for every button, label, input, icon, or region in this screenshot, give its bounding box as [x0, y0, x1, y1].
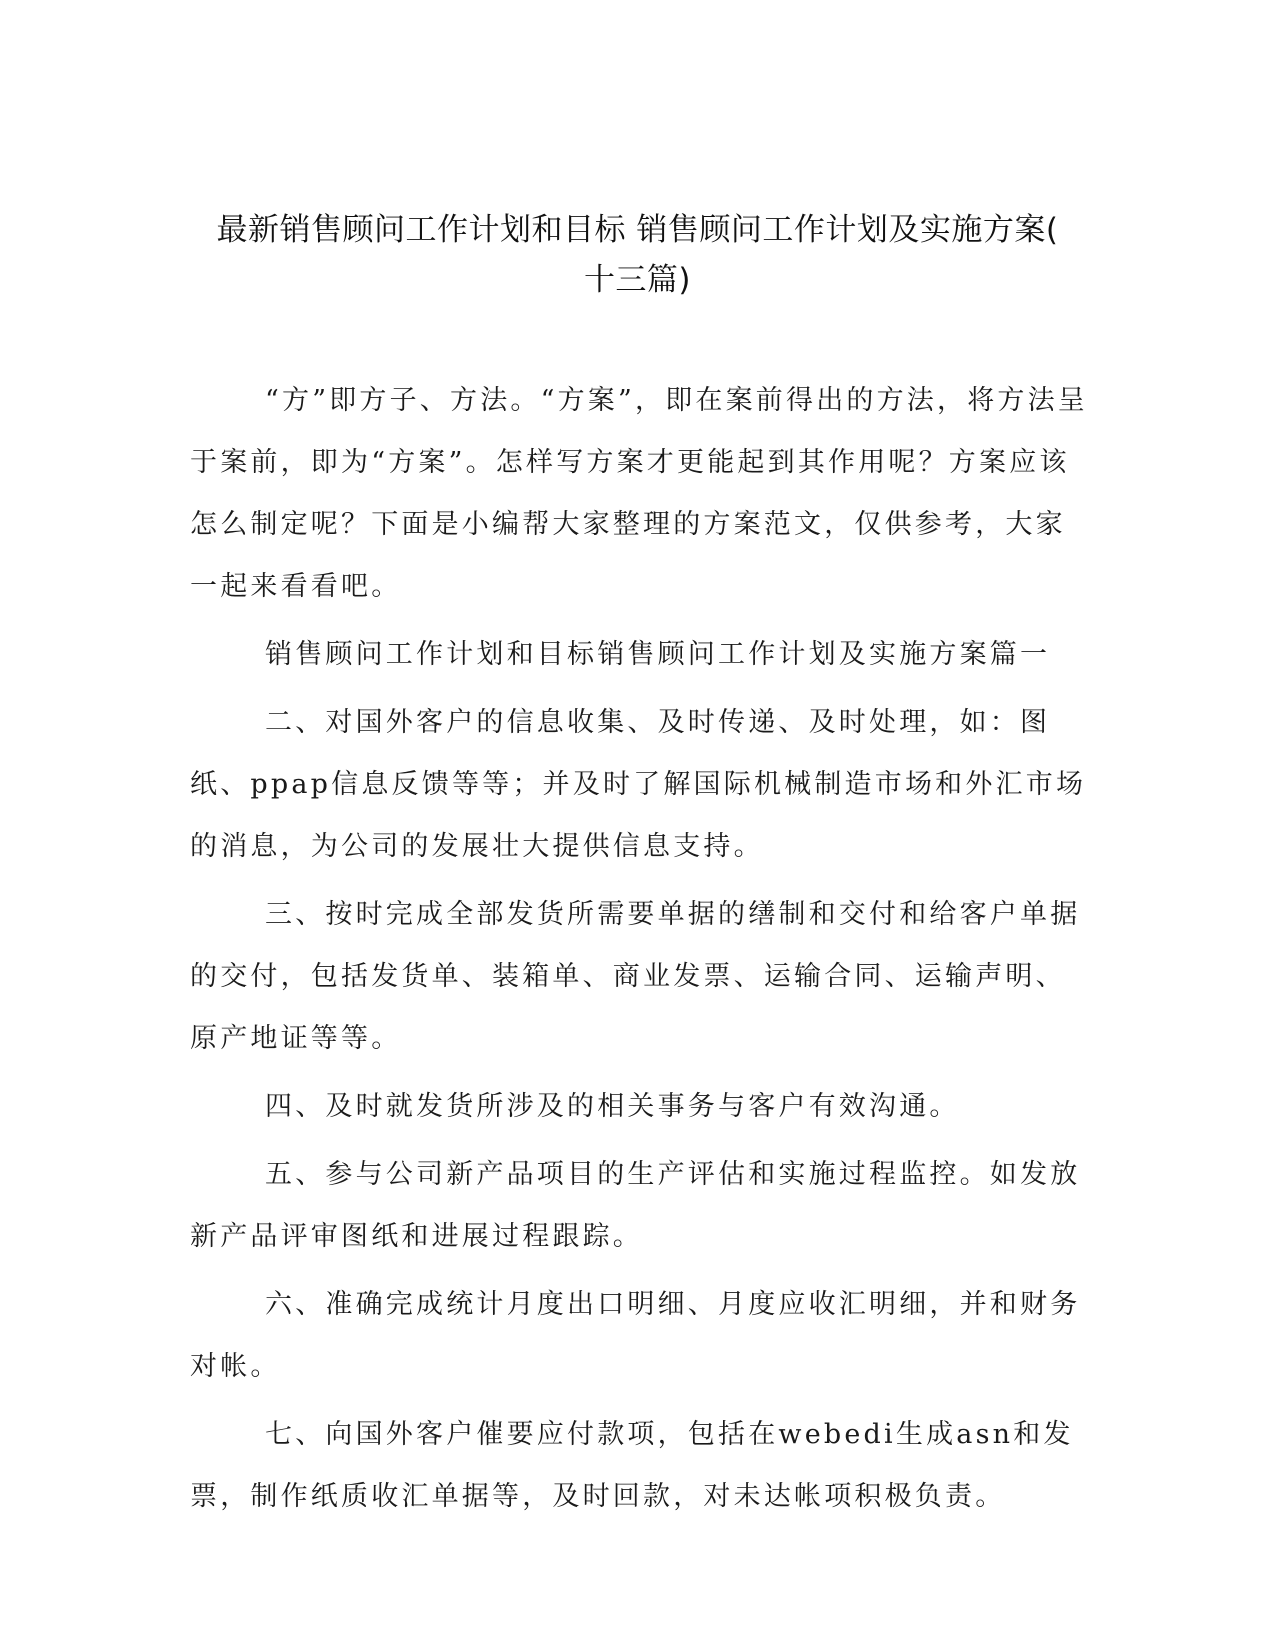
- title-line-2: 十三篇): [583, 262, 692, 298]
- item-paragraph-3: 三、按时完成全部发货所需要单据的缮制和交付和给客户单据的交付，包括发货单、装箱单、商业发票、运输合同、运输声明、原产地证等等。: [190, 899, 1081, 1054]
- document-body: [190, 370, 1090, 1534]
- item-paragraph-5: 五、参与公司新产品项目的生产评估和实施过程监控。如发放新产品评审图纸和进展过程跟踪。: [190, 1159, 1081, 1252]
- title-line-1: 最新销售顾问工作计划和目标 销售顾问工作计划及实施方案(: [216, 212, 1059, 248]
- item-paragraph-6: 六、准确完成统计月度出口明细、月度应收汇明细，并和财务对帐。: [190, 1289, 1081, 1382]
- item-paragraph-7: 七、向国外客户催要应付款项，包括在webedi生成asn和发票，制作纸质收汇单据等，及时回款，对未达帐项积极负责。: [190, 1419, 1074, 1512]
- intro-paragraph: “方”即方子、方法。“方案”，即在案前得出的方法，将方法呈于案前，即为“方案”。怎样写方案才更能起到其作用呢？方案应该怎么制定呢？下面是小编帮大家整理的方案范文，仅供参考，大家一起来看看吧。: [190, 385, 1089, 602]
- item-paragraph-2: 二、对国外客户的信息收集、及时传递、及时处理，如：图纸、ppap信息反馈等等；并及时了解国际机械制造市场和外汇市场的消息，为公司的发展壮大提供信息支持。: [190, 707, 1087, 862]
- document-title: [170, 205, 1105, 305]
- item-paragraph-4: 四、及时就发货所涉及的相关事务与客户有效沟通。: [265, 1091, 960, 1122]
- section-heading: 销售顾问工作计划和目标销售顾问工作计划及实施方案篇一: [265, 639, 1051, 670]
